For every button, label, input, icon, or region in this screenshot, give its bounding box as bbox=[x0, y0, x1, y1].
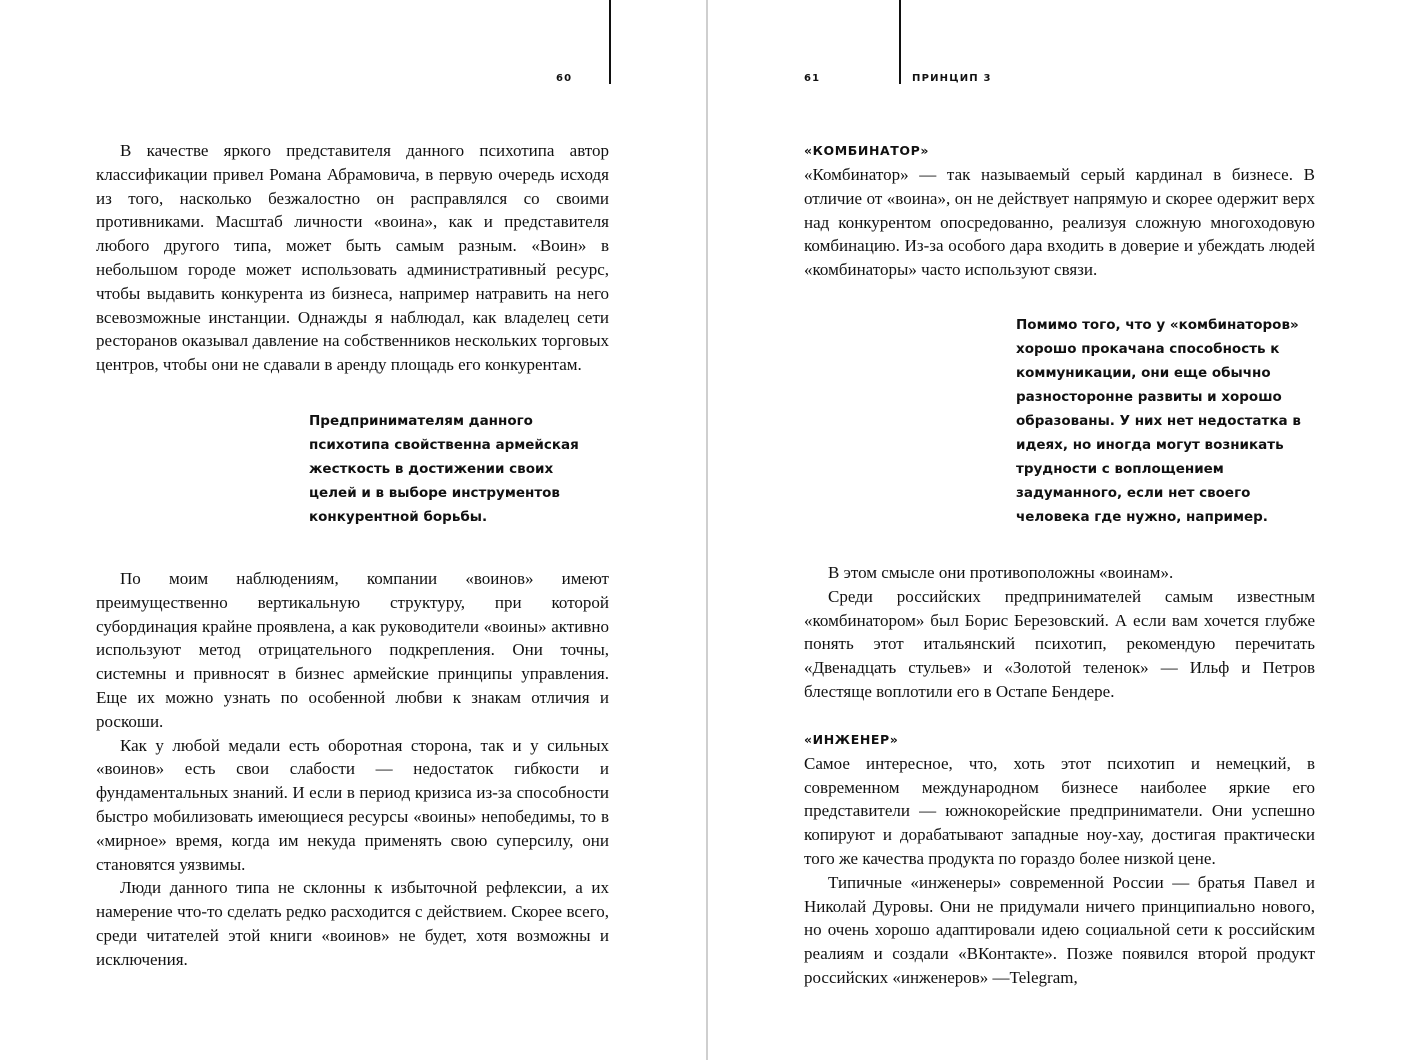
page-number: 61 bbox=[804, 73, 821, 84]
paragraph: Среди российских предпринимателей самым известным «комбинатором» был Борис Березовский. А если вам хочется глубже понять этот итальянский психотип, рекомендую перечитать «Двенадцать стульев» и «Золотой теленок» — Ильф и Петров блестяще воплотили его в Остапе Бендере. bbox=[804, 586, 1315, 701]
paragraph: По моим наблюдениям, компании «воинов» имеют преимущественно вертикальную структуру, при которой субординация крайне проявлена, а как руководители «воины» активно используют метод отрицательного подкрепления. Они точны, системны и привносят в бизнес армейские принципы управления. Еще их можно узнать по особенной любви к знакам отличия и роскоши. bbox=[96, 568, 609, 731]
pull-quote: Предпринимателям данного психотипа свойственна армейская жесткость в достижении своих целей и в выборе инструментов конкурентной борьбы. bbox=[309, 412, 579, 525]
paragraph: Люди данного типа не склонны к избыточной рефлексии, а их намерение что-то сделать редко расходится с действием. Скорее всего, среди читателей этой книги «воинов» не будет, хотя возможны и исключения. bbox=[96, 878, 609, 969]
body-text bbox=[96, 139, 609, 972]
body-text bbox=[804, 139, 1315, 990]
header-rule bbox=[609, 0, 611, 84]
paragraph: «Комбинатор» — так называемый серый кардинал в бизнесе. В отличие от «воина», он не действует напрямую и скорее одержит верх над конкурентом опосредованно, реализуя сложную многоходовую комбинацию. Из-за особого дара входить в доверие и убеждать людей «комбинаторы» часто используют связи. bbox=[804, 165, 1315, 280]
right-page bbox=[708, 0, 1410, 1060]
paragraph: В качестве яркого представителя данного психотипа автор классификации привел Романа Абрамовича, в первую очередь исходя из того, насколько безжалостно он расправлялся со своими противниками. Масштаб личности «воина», как и представителя любого другого типа, может быть самым разным. «Воин» в небольшом городе может использовать административный ресурс, чтобы выдавить конкурента из бизнеса, например натравить на него всевозможные инстанции. Однажды я наблюдал, как владелец сети ресторанов оказывал давление на собственников нескольких торговых центров, чтобы они не сдавали в аренду площадь его конкурентам. bbox=[96, 141, 609, 375]
section-spacer bbox=[804, 704, 1315, 728]
running-head: ПРИНЦИП 3 bbox=[912, 73, 992, 84]
paragraph: Типичные «инженеры» современной России — братья Павел и Николай Дуровы. Они не придумали ничего принципиально нового, но очень хорошо адаптировали идею социальной сети к российским реалиям и создали «ВКонтакте». Позже появился второй продукт российских «инженеров» —Telegram, bbox=[804, 872, 1315, 987]
paragraph: В этом смысле они противоположны «воинам». bbox=[828, 562, 1174, 582]
page-number: 60 bbox=[556, 73, 573, 84]
section-heading: «ИНЖЕНЕР» bbox=[804, 731, 899, 747]
paragraph: Как у любой медали есть оборотная сторона, так и у сильных «воинов» есть свои слабости — недостаток гибкости и фундаментальных знаний. И если в период кризиса из-за способности быстро мобилизовать имеющиеся ресурсы «воины» непобедимы, то в «мирное» время, когда им некуда применять свою суперсилу, они становятся уязвимы. bbox=[96, 735, 609, 874]
pull-quote: Помимо того, что у «комбинаторов» хорошо прокачана способность к коммуникации, они еще обычно разносторонне развиты и хорошо образованы. У них нет недостатка в идеях, но иногда могут возникать трудности с воплощением задуманного, если нет своего человека где нужно, например. bbox=[1016, 316, 1301, 525]
section-heading: «КОМБИНАТОР» bbox=[804, 143, 930, 158]
paragraph: Самое интересное, что, хоть этот психотип и немецкий, в современном международном бизнесе наиболее яркие его представители — южнокорейские предприниматели. Они успешно копируют и дорабатывают западные ноу-хау, достигая практически того же качества продукта по гораздо более низкой цене. bbox=[804, 753, 1315, 868]
header-rule bbox=[899, 0, 901, 84]
